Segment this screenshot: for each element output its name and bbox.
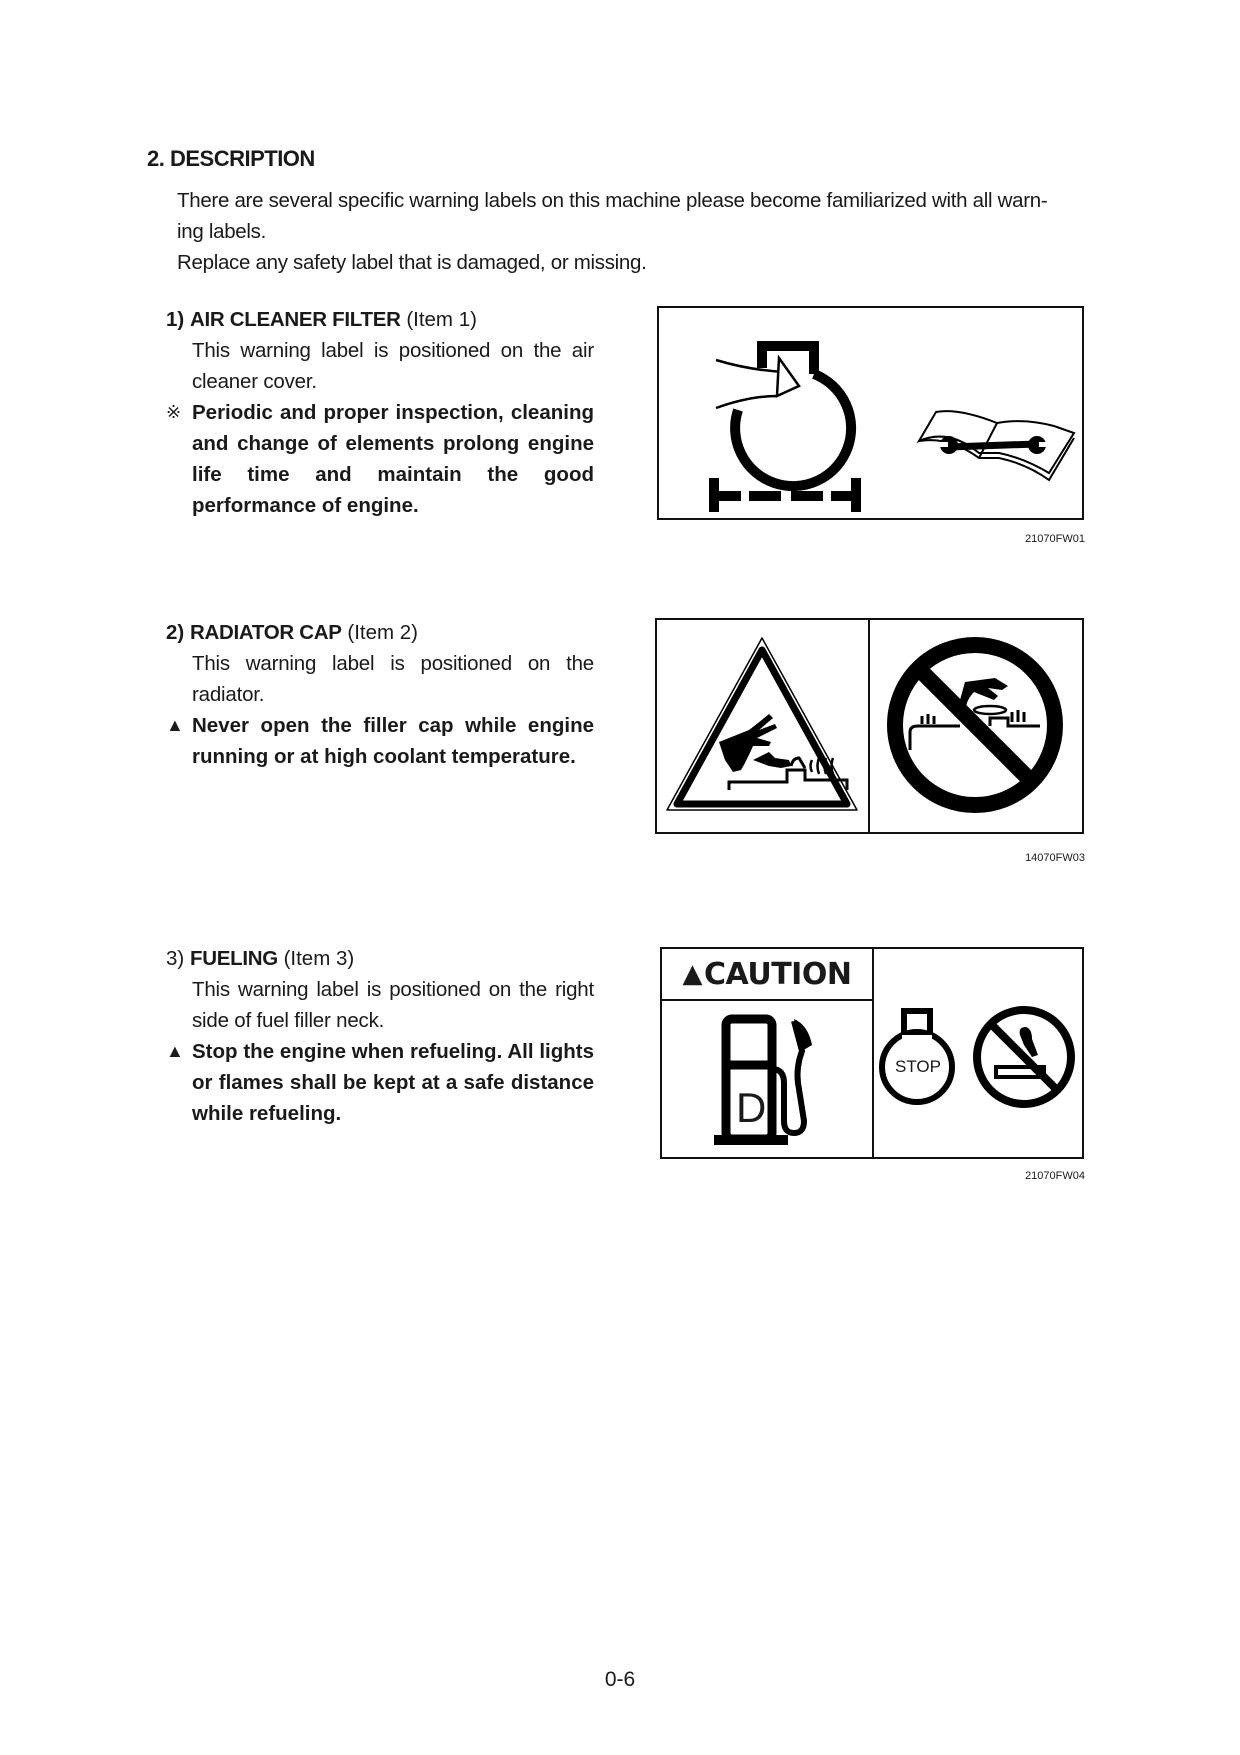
section-intro [177,185,1097,278]
figure-radiator-cap-label [655,618,1084,834]
item-description: This warning label is positioned on the right side of fuel filler neck. [192,978,594,1032]
reference-mark-icon: ※ [166,402,182,422]
section-heading: 2. DESCRIPTION [147,146,315,171]
intro-line: ing labels. [177,220,267,243]
item-title-text: AIR CLEANER FILTER [190,308,401,331]
figure-caption: 14070FW03 [1025,852,1085,864]
caution-text: CAUTION [704,956,852,992]
no-smoking-icon [977,1010,1071,1104]
item-description: This warning label is positioned on the radiator. [192,652,594,706]
fueling-prohibition-panel [874,949,1082,1157]
warning-text: Stop the engine when refueling. All lights or flames shall be kept at a safe distance while refueling. [192,1040,594,1125]
item-radiator-cap [166,617,594,772]
fueling-caution-panel [662,949,874,1157]
item-title-text: FUELING [190,947,278,970]
item-number: 1) [166,308,185,331]
item-title [166,943,594,974]
figure-caption: 21070FW04 [1025,1170,1085,1182]
item-ref: (Item 2) [347,621,418,644]
item-ref: (Item 3) [283,947,355,970]
warning-text: Never open the filler cap while engine running or at high coolant temperature. [192,714,594,768]
item-air-cleaner-filter [166,304,594,521]
warning-triangle-icon: ▲ [166,1041,184,1061]
item-warning [166,1036,594,1129]
intro-line: Replace any safety label that is damaged, or missing. [177,251,647,274]
figure-fueling-label [660,947,1084,1159]
no-open-cap-prohibition-icon [870,620,1082,832]
diesel-fuel-pump-icon [662,1001,871,1158]
engine-stop-icon [874,949,1081,1156]
item-ref: (Item 1) [406,308,477,331]
item-fueling [166,943,594,1129]
figure-caption: 21070FW01 [1025,533,1085,545]
item-note [166,397,594,521]
figure-air-cleaner-label [657,306,1084,520]
intro-line: There are several specific warning labels on this machine please become familiarized with all warn- [177,189,1048,212]
manual-wrench-icon [919,411,1074,480]
hot-coolant-hand-warning-icon [657,620,870,832]
item-title [166,617,594,648]
item-number: 2) [166,621,185,644]
note-text: Periodic and proper inspection, cleaning and change of elements prolong engine life time and maintain the good performance of engine. [192,401,594,517]
stop-text: STOP [895,1057,941,1076]
caution-triangle-icon: ▲ [682,959,703,989]
fuel-type-letter: D [736,1084,767,1131]
air-intake-engine-icon [659,308,1081,517]
item-title-text: RADIATOR CAP [190,621,342,644]
item-title [166,304,594,335]
item-number: 3) [166,947,185,970]
caution-header [662,949,872,1001]
item-warning [166,710,594,772]
item-description: This warning label is positioned on the air cleaner cover. [192,339,594,393]
warning-triangle-icon: ▲ [166,715,184,735]
page-number: 0-6 [604,1668,636,1691]
